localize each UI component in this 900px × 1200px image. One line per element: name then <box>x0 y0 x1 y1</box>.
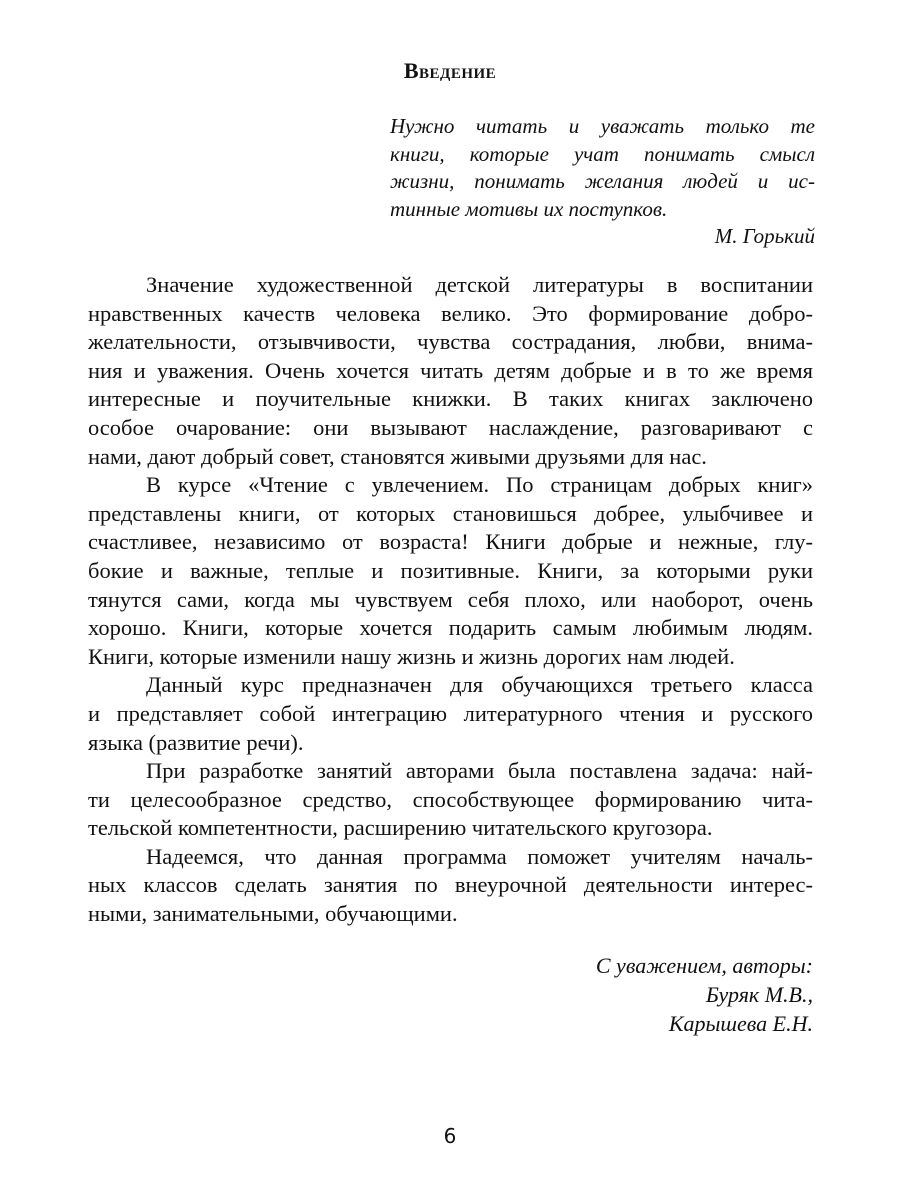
text-line: Значение художественной детской литературы в воспитании <box>146 272 813 297</box>
text-line: ными, занимательными, обучающими. <box>88 901 458 927</box>
epigraph-line: Нужно читать и уважать только те <box>390 114 815 138</box>
text-line: ти целесообразное средство, способствующее формированию чита- <box>88 786 813 812</box>
epigraph <box>390 113 815 251</box>
body-text <box>88 271 813 929</box>
epigraph-author: М. Горький <box>714 224 815 248</box>
text-line: и представляет собой интеграцию литературного чтения и русского <box>88 700 813 726</box>
text-line: нами, дают добрый совет, становятся живыми друзьями для нас. <box>88 443 707 469</box>
paragraph <box>88 471 813 671</box>
text-line: При разработке занятий авторами была поставлена задача: най- <box>146 758 813 784</box>
signature-line: Карышева Е.Н. <box>668 1011 813 1036</box>
signature-line: С уважением, авторы: <box>595 953 813 978</box>
paragraph <box>88 671 813 757</box>
text-line: тельской компетентности, расширению читательского кругозора. <box>88 815 713 841</box>
epigraph-line: жизни, понимать желания людей и ис- <box>390 169 815 193</box>
text-line: языка (развитие речи). <box>88 729 304 755</box>
text-line: представлены книги, от которых становишься добрее, улыбчивее и <box>88 500 813 526</box>
text-line: особое очарование: они вызывают наслаждение, разговаривают с <box>88 414 813 440</box>
epigraph-line: тинные мотивы их поступков. <box>390 196 668 221</box>
page-number: 6 <box>443 1124 457 1148</box>
epigraph-line: книги, которые учат понимать смысл <box>390 141 815 166</box>
text-line: желательности, отзывчивости, чувства сострадания, любви, внима- <box>88 329 813 355</box>
text-line: хорошо. Книги, которые хочется подарить самым любимым людям. <box>88 615 813 641</box>
signature-line: Буряк М.В., <box>705 982 813 1007</box>
text-line: ния и уважения. Очень хочется читать детям добрые и в то же время <box>88 357 813 383</box>
page-title: Введение <box>403 58 497 83</box>
text-line: бокие и важные, теплые и позитивные. Книги, за которыми руки <box>88 557 813 583</box>
text-line: В курсе «Чтение с увлечением. По страницам добрых книг» <box>146 472 813 498</box>
text-line: ных классов сделать занятия по внеурочной деятельности интерес- <box>88 872 813 898</box>
text-line: счастливее, независимо от возраста! Книги добрые и нежные, глу- <box>88 529 813 555</box>
text-line: тянутся сами, когда мы чувствуем себя плохо, или наоборот, очень <box>88 586 813 612</box>
paragraph <box>88 757 813 843</box>
text-line: Данный курс предназначен для обучающихся третьего класса <box>146 672 813 698</box>
paragraph <box>88 843 813 929</box>
text-line: нравственных качеств человека велико. Это формирование добро- <box>88 300 813 326</box>
text-line: Надеемся, что данная программа поможет учителям началь- <box>146 843 813 869</box>
text-line: интересные и поучительные книжки. В таких книгах заключено <box>88 386 813 412</box>
text-line: Книги, которые изменили нашу жизнь и жизнь дорогих нам людей. <box>88 643 735 669</box>
signature <box>413 951 813 1038</box>
paragraph <box>88 271 813 471</box>
